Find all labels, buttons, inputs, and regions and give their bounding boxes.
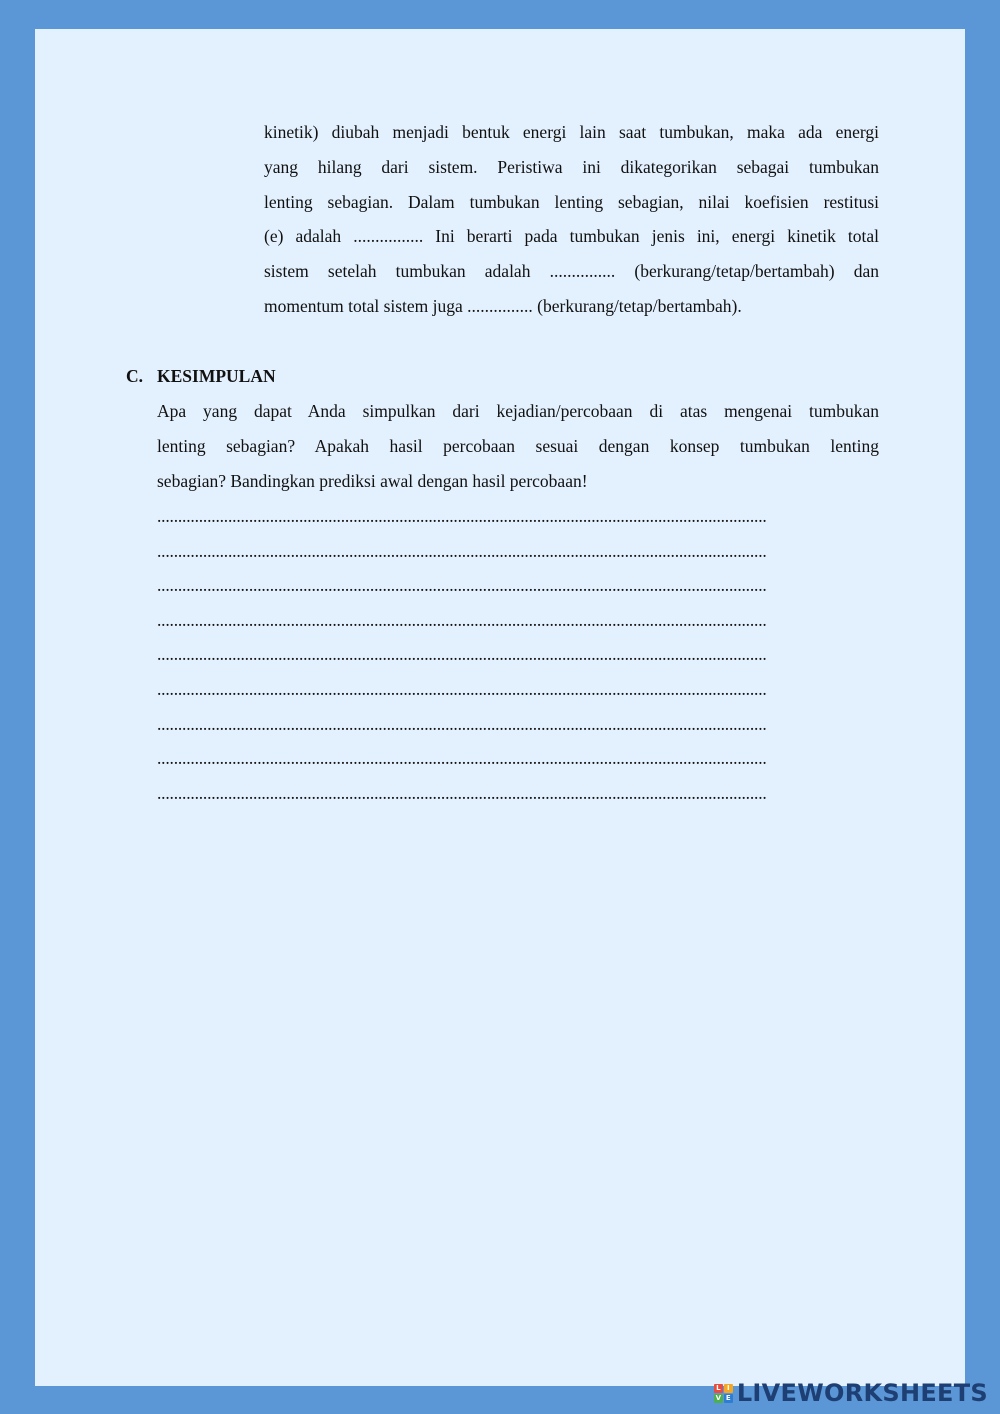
answer-line[interactable]: ..................................................................................................................................................: [157, 644, 767, 665]
answer-line[interactable]: ..................................................................................................................................................: [157, 782, 767, 803]
answer-line[interactable]: ..................................................................................................................................................: [157, 748, 767, 769]
logo-grid-icon: [714, 1384, 733, 1403]
liveworksheets-logo: [714, 1380, 988, 1406]
paragraph-line: sistem setelah tumbukan adalah ............... (berkurang/tetap/bertambah) dan: [264, 261, 879, 282]
section-title: KESIMPULAN: [157, 366, 276, 386]
paragraph-line: momentum total sistem juga ............... (berkurang/tetap/bertambah).: [264, 295, 742, 316]
logo-wordmark: LIVEWORKSHEETS: [736, 1379, 988, 1407]
section-number: C.: [126, 366, 144, 386]
continuation-paragraph: [264, 115, 879, 324]
question-line: sebagian? Bandingkan prediksi awal dengan hasil percobaan!: [157, 470, 588, 491]
answer-line[interactable]: ..................................................................................................................................................: [157, 575, 767, 596]
answer-line[interactable]: ..................................................................................................................................................: [157, 678, 767, 699]
paragraph-line: (e) adalah ................ Ini berarti pada tumbukan jenis ini, energi kinetik total: [264, 226, 879, 247]
answer-line[interactable]: ..................................................................................................................................................: [157, 609, 767, 630]
logo-cell: I: [724, 1384, 733, 1393]
answer-line[interactable]: ..................................................................................................................................................: [157, 506, 767, 526]
worksheet-page: [35, 29, 965, 1386]
logo-cell: E: [724, 1394, 733, 1403]
logo-cell: V: [715, 1394, 722, 1402]
answer-line[interactable]: ..................................................................................................................................................: [157, 713, 767, 734]
paragraph-line: yang hilang dari sistem. Peristiwa ini dikategorikan sebagai tumbukan: [264, 156, 879, 177]
answer-area[interactable]: [157, 499, 879, 810]
paragraph-line: kinetik) diubah menjadi bentuk energi lain saat tumbukan, maka ada energi: [264, 122, 879, 142]
logo-cell: L: [714, 1384, 723, 1393]
question-line: lenting sebagian? Apakah hasil percobaan sesuai dengan konsep tumbukan lenting: [157, 435, 879, 456]
conclusion-question: [157, 394, 879, 498]
answer-line[interactable]: ..................................................................................................................................................: [157, 540, 767, 561]
question-line: Apa yang dapat Anda simpulkan dari kejadian/percobaan di atas mengenai tumbukan: [157, 401, 879, 421]
section-heading: [126, 359, 276, 394]
paragraph-line: lenting sebagian. Dalam tumbukan lenting sebagian, nilai koefisien restitusi: [264, 191, 879, 212]
